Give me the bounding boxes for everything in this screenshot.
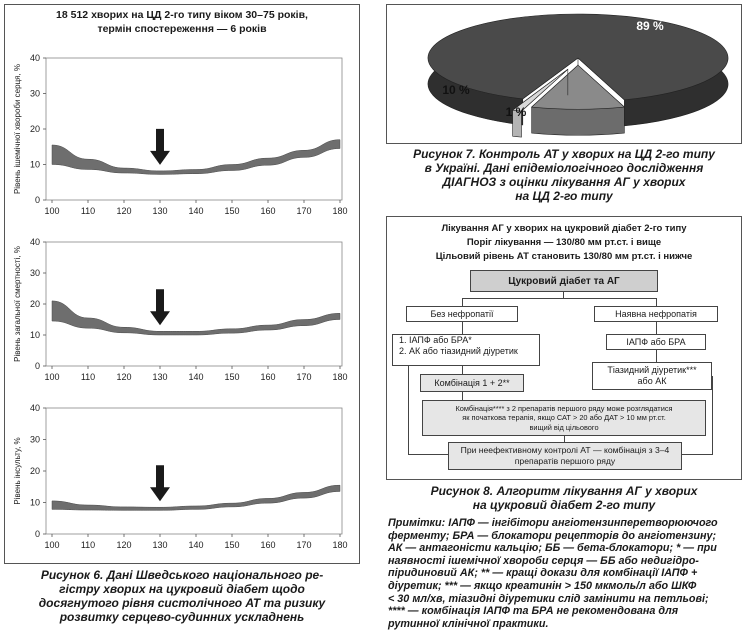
box-first-line-drugs <box>392 334 540 366</box>
x-tick-label: 180 <box>332 206 348 216</box>
connector-line <box>656 298 657 306</box>
x-tick-label: 100 <box>44 372 60 382</box>
box-combination-initial-therapy <box>422 400 706 436</box>
y-axis-label: Рівень ішемічної хвороби серця, % <box>13 63 22 195</box>
caption-line: Рисунок 7. Контроль АТ у хворих на ЦД 2-го типу <box>413 147 715 161</box>
chart-stroke <box>10 398 350 558</box>
pie-slice-label: 1 % <box>505 105 527 119</box>
x-tick-label: 110 <box>80 540 96 550</box>
caption-line: Рисунок 6. Дані Шведського національного ре- <box>40 568 324 582</box>
box-text-line: або АК <box>637 376 667 386</box>
y-tick-label: 0 <box>34 195 40 205</box>
y-tick-label: 40 <box>29 53 40 63</box>
x-tick-label: 160 <box>260 206 276 216</box>
notes <box>388 517 742 630</box>
box-text-line: Комбінація**** з 2 препаратів першого ряду може розглядатися <box>455 403 673 413</box>
x-tick-label: 130 <box>152 206 168 216</box>
chart-mortality <box>10 232 350 390</box>
box-diuretic-or-ccb <box>592 362 712 390</box>
notes-line: **** — комбінація ІАПФ та БРА не рекомендована для <box>388 605 679 618</box>
x-tick-label: 130 <box>152 540 168 550</box>
chart-ihd <box>10 48 350 224</box>
box-ineffective-control <box>448 442 682 470</box>
y-tick-label: 30 <box>29 88 40 99</box>
notes-line: Примітки: ІАПФ — інгібітори ангіотензинперетворюючого <box>388 517 718 529</box>
y-tick-label: 0 <box>34 529 40 539</box>
plot-area <box>46 242 342 366</box>
x-tick-label: 150 <box>224 206 240 216</box>
figure-6-title-line: 18 512 хворих на ЦД 2-го типу віком 30–75 років, <box>56 9 308 21</box>
y-axis-label: Рівень інсульту, % <box>13 437 22 505</box>
box-text-line: Тіазидний діуретик*** <box>607 365 697 375</box>
x-tick-label: 110 <box>80 372 96 382</box>
pie-slice-label: 89 % <box>636 19 664 33</box>
x-tick-label: 150 <box>224 372 240 382</box>
y-tick-label: 20 <box>29 299 40 309</box>
x-tick-label: 120 <box>116 372 132 382</box>
figure-6-title <box>8 8 356 36</box>
plot-area <box>46 58 342 200</box>
pie-slice-label: 10 % <box>442 83 470 97</box>
notes-line: ферменту; БРА — блокатори рецепторів до ангіотензину; <box>388 529 717 542</box>
caption-line: гістру хворих на цукровий діабет щодо <box>59 582 305 596</box>
caption-line: в Україні. Дані епідеміологічного дослідження <box>424 161 704 175</box>
x-tick-label: 160 <box>260 540 276 550</box>
x-tick-label: 120 <box>116 540 132 550</box>
figure-8-caption <box>386 484 742 512</box>
connector-line <box>682 454 713 455</box>
y-tick-label: 40 <box>29 403 40 413</box>
algorithm-title-line: Лікування АГ у хворих на цукровий діабет 2-го типу <box>441 223 687 234</box>
x-tick-label: 150 <box>224 540 240 550</box>
caption-line: на ЦД 2-го типу <box>515 189 613 203</box>
x-tick-label: 180 <box>332 372 348 382</box>
x-tick-label: 140 <box>188 540 204 550</box>
x-tick-label: 100 <box>44 206 60 216</box>
box-no-nephropathy: Без нефропатії <box>406 306 518 322</box>
figure-6-title-line: термін спостереження — 6 років <box>97 23 267 35</box>
y-tick-label: 30 <box>29 268 40 278</box>
caption-line: Рисунок 8. Алгоритм лікування АГ у хворих <box>430 484 698 498</box>
caption-line: розвитку серцево-судинних ускладнень <box>59 610 305 624</box>
box-text-line: препаратів першого ряду <box>514 456 616 466</box>
box-diabetes-hypertension: Цукровий діабет та АГ <box>470 270 658 292</box>
box-combination-1-2: Комбінація 1 + 2** <box>420 374 524 392</box>
pie-chart <box>388 6 740 142</box>
plot-area <box>46 408 342 534</box>
connector-line <box>462 298 463 306</box>
connector-line <box>408 454 448 455</box>
figure-6-caption <box>4 568 360 624</box>
y-tick-label: 40 <box>29 237 40 247</box>
x-tick-label: 170 <box>296 206 312 216</box>
y-tick-label: 20 <box>29 124 40 134</box>
x-tick-label: 110 <box>80 206 96 216</box>
connector-line <box>656 350 657 362</box>
notes-line: АК — антагоністи кальцію; ББ — бета-блокатори; * — при <box>388 542 717 555</box>
y-tick-label: 10 <box>29 330 40 340</box>
connector-line <box>712 376 713 454</box>
box-text-line: 1. ІАПФ або БРА* <box>399 335 472 345</box>
x-tick-label: 170 <box>296 372 312 382</box>
x-tick-label: 170 <box>296 540 312 550</box>
box-text-line: При неефективному контролі АТ — комбінація з 3–4 <box>460 445 670 455</box>
algorithm-title-line: Поріг лікування — 130/80 мм рт.ст. і вище <box>466 237 662 248</box>
x-tick-label: 130 <box>152 372 168 382</box>
connector-line <box>462 366 463 374</box>
box-text-line: 2. АК або тіазидний діуретик <box>399 346 518 356</box>
connector-line <box>462 322 463 334</box>
y-tick-label: 30 <box>29 434 40 445</box>
box-text-line: як початкова терапія, якщо САТ > 20 або ДАТ > 10 мм рт.ст. <box>462 413 666 423</box>
y-tick-label: 10 <box>29 497 40 508</box>
caption-line: на цукровий діабет 2-го типу <box>472 498 656 512</box>
box-acei-arb: ІАПФ або БРА <box>606 334 706 350</box>
notes-line: наявності ішемічної хвороби серця — ББ або недигідро- <box>388 554 699 567</box>
y-tick-label: 0 <box>34 361 40 371</box>
box-text-line: вищий від цільового <box>529 422 599 432</box>
connector-line <box>462 392 463 400</box>
x-tick-label: 160 <box>260 372 276 382</box>
notes-line: піридиновий АК; ** — кращі докази для комбінації ІАПФ + <box>388 567 698 580</box>
y-axis-label: Рівень загальної смертності, % <box>13 246 22 362</box>
x-tick-label: 100 <box>44 540 60 550</box>
x-tick-label: 140 <box>188 206 204 216</box>
y-tick-label: 20 <box>29 466 40 476</box>
algorithm-title-line: Цільовий рівень АТ становить 130/80 мм рт.ст. і нижче <box>435 251 693 262</box>
notes-line: діуретик; *** — якщо креатинін > 150 мкмоль/л або ШКФ <box>388 579 697 592</box>
algorithm-title <box>392 222 736 264</box>
caption-line: ДІАГНОЗ з оцінки лікування АГ у хворих <box>442 175 686 189</box>
notes-line: < 30 мл/хв, тіазидні діуретики слід замінити на петльові; <box>388 592 709 605</box>
figure-7-caption <box>386 147 742 203</box>
box-nephropathy: Наявна нефропатія <box>594 306 718 322</box>
y-tick-label: 10 <box>29 159 40 170</box>
connector-line <box>656 322 657 334</box>
x-tick-label: 140 <box>188 372 204 382</box>
notes-line: рутинної клінічної практики. <box>388 617 549 630</box>
connector-line <box>462 298 656 299</box>
x-tick-label: 180 <box>332 540 348 550</box>
caption-line: досягнутого рівня систолічного АТ та ризику <box>38 596 326 610</box>
x-tick-label: 120 <box>116 206 132 216</box>
